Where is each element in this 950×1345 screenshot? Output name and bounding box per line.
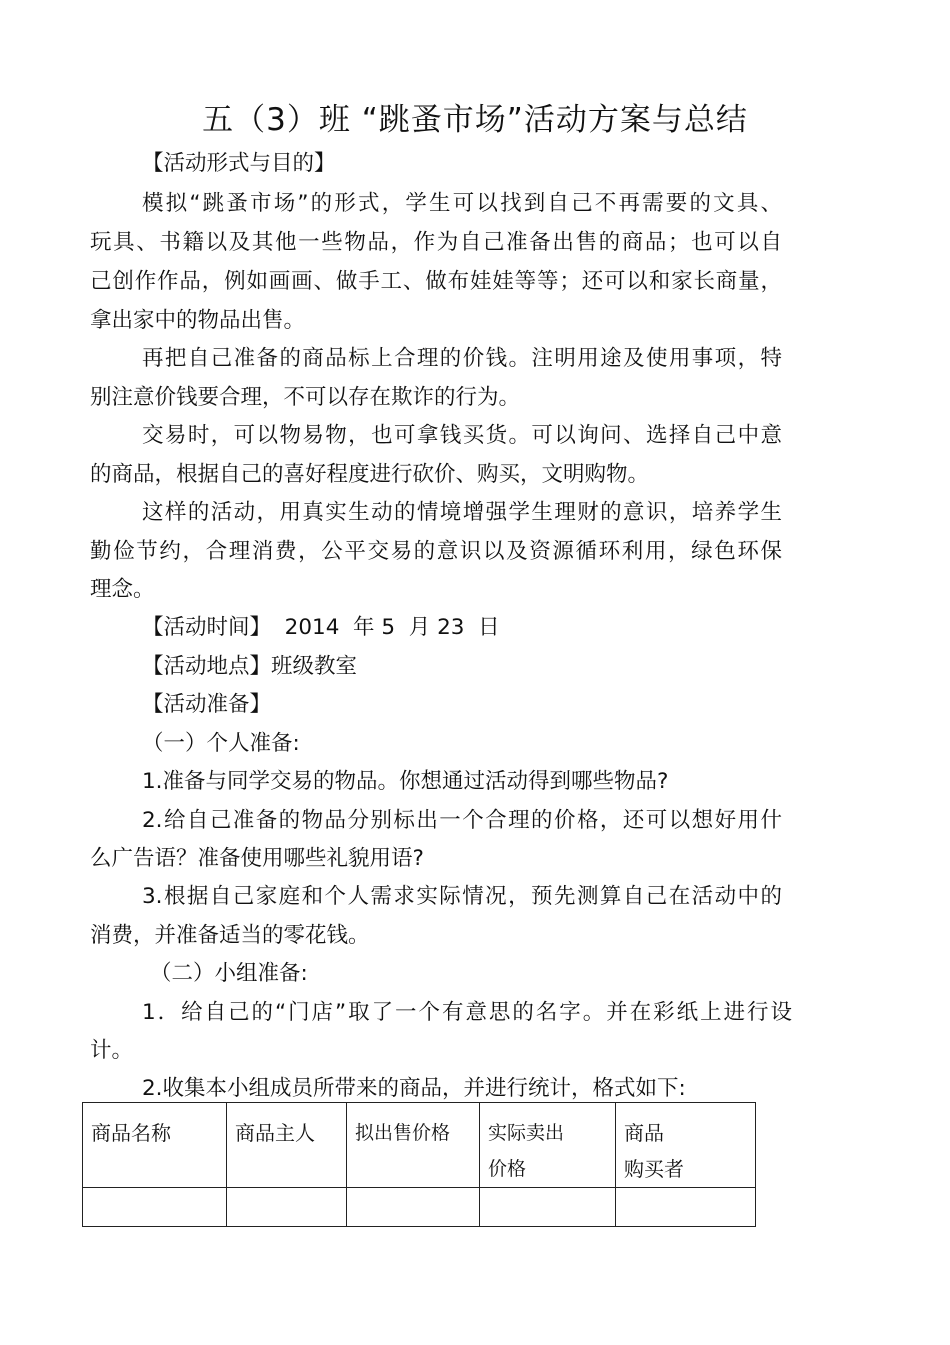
table-header-cell (227, 1103, 347, 1188)
paragraph-line: 勤俭节约，合理消费，公平交易的意识以及资源循环利用，绿色环保 (90, 539, 782, 564)
list-item: 么广告语？准备使用哪些礼貌用语? (90, 846, 424, 871)
paragraph-line: 这样的活动，用真实生动的情境增强学生理财的意识，培养学生 (142, 500, 782, 525)
header-planned-price: 拟出售价格 (355, 1122, 451, 1144)
list-item: 3.根据自己家庭和个人需求实际情况，预先测算自己在活动中的 (142, 884, 782, 909)
header-actual-price-line2: 价格 (488, 1158, 527, 1180)
list-item: 消费，并准备适当的零花钱。 (90, 923, 370, 948)
header-goods-name: 商品名称 (91, 1121, 171, 1145)
paragraph-line: 玩具、书籍以及其他一些物品，作为自己准备出售的商品；也可以自 (90, 230, 782, 255)
header-buyer-line2: 购买者 (624, 1157, 684, 1181)
table-cell[interactable] (480, 1188, 616, 1227)
paragraph-line: 拿出家中的物品出售。 (90, 308, 306, 333)
table-cell[interactable] (616, 1188, 756, 1227)
paragraph-line: 己创作作品，例如画画、做手工、做布娃娃等等；还可以和家长商量， (90, 269, 782, 294)
list-item: 2.收集本小组成员所带来的商品，并进行统计，格式如下: (142, 1076, 686, 1101)
table-row (83, 1188, 756, 1227)
activity-place: 【活动地点】班级教室 (142, 654, 358, 679)
table-header-cell (83, 1103, 227, 1188)
list-item: 2.给自己准备的物品分别标出一个合理的价格，还可以想好用什 (142, 808, 782, 833)
header-goods-owner: 商品主人 (235, 1121, 315, 1145)
table-header-cell (480, 1103, 616, 1188)
table-header-cell (347, 1103, 480, 1188)
paragraph-line: 的商品，根据自己的喜好程度进行砍价、购买，文明购物。 (90, 462, 650, 487)
list-item: 1．给自己的“门店”取了一个有意思的名字。并在彩纸上进行设 (142, 1000, 792, 1025)
paragraph-line: 交易时，可以物易物，也可拿钱买货。可以询问、选择自己中意 (142, 423, 782, 448)
subheading-group: （二）小组准备: (150, 961, 308, 986)
paragraph-line: 再把自己准备的商品标上合理的价钱。注明用途及使用事项，特 (142, 346, 782, 371)
table-header-cell (616, 1103, 756, 1188)
paragraph-line: 模拟“跳蚤市场”的形式，学生可以找到自己不再需要的文具、 (142, 191, 782, 216)
goods-table (82, 1102, 756, 1227)
subheading-personal: （一）个人准备: (142, 731, 300, 756)
document-title: 五（3）班 “跳蚤市场”活动方案与总结 (202, 102, 748, 138)
header-actual-price-line1: 实际卖出 (488, 1122, 565, 1144)
list-item: 计。 (90, 1038, 134, 1063)
header-buyer-line1: 商品 (624, 1121, 664, 1145)
list-item: 1.准备与同学交易的物品。你想通过活动得到哪些物品? (142, 769, 669, 794)
section-heading-form: 【活动形式与目的】 (142, 151, 336, 176)
table-cell[interactable] (83, 1188, 227, 1227)
table-cell[interactable] (347, 1188, 480, 1227)
table-header-row (83, 1103, 756, 1188)
paragraph-line: 理念。 (90, 577, 155, 602)
paragraph-line: 别注意价钱要合理，不可以存在欺诈的行为。 (90, 385, 521, 410)
section-heading-prep: 【活动准备】 (142, 692, 272, 717)
activity-time: 【活动时间】 2014 年 5 月 23 日 (142, 615, 500, 640)
table-cell[interactable] (227, 1188, 347, 1227)
